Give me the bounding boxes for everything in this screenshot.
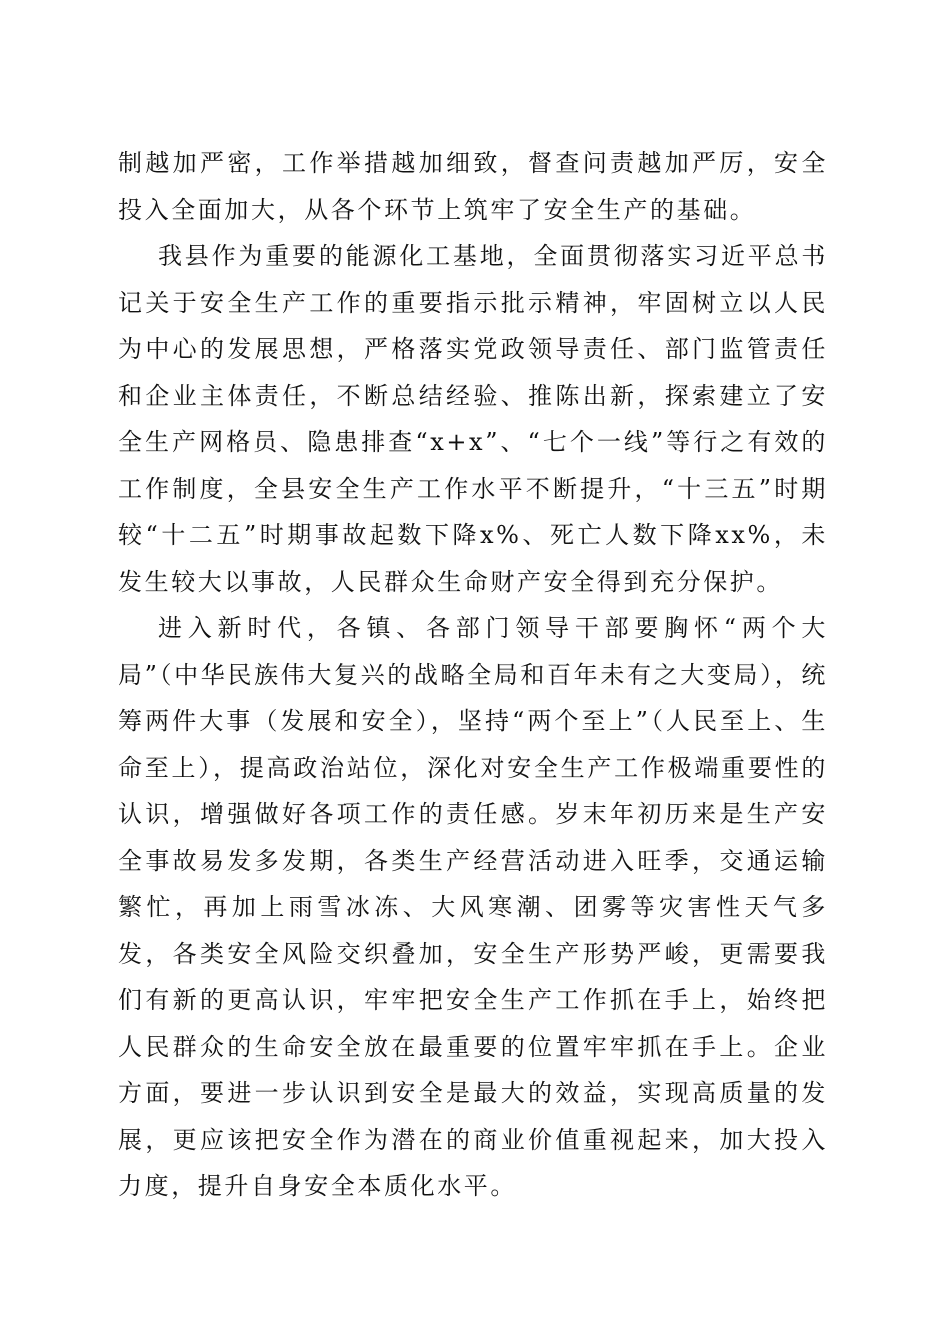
paragraph-county-achievements: 我县作为重要的能源化工基地，全面贯彻落实习近平总书记关于安全生产工作的重要指示批示精神，牢固树立以人民为中心的发展思想，严格落实党政领导责任、部门监管责任和企业主体责任，不断总结经验、推陈出新，探索建立了安全生产网格员、隐患排查“x+x”、“七个一线”等行之有效的工作制度，全县安全生产工作水平不断提升，“十三五”时期较“十二五”时期事故起数下降x%、死亡人数下降xx%，未发生较大以事故，人民群众生命财产安全得到充分保护。 <box>118 242 828 596</box>
paragraph-continued: 制越加严密，工作举措越加细致，督查问责越加严厉，安全投入全面加大，从各个环节上筑牢了安全生产的基础。 <box>118 149 828 224</box>
document-body <box>118 140 828 1210</box>
paragraph-new-era: 进入新时代，各镇、各部门领导干部要胸怀“两个大局”（中华民族伟大复兴的战略全局和百年未有之大变局），统筹两件大事（发展和安全），坚持“两个至上”（人民至上、生命至上），提高政治站位，深化对安全生产工作极端重要性的认识，增强做好各项工作的责任感。岁末年初历来是生产安全事故易发多发期，各类生产经营活动进入旺季，交通运输繁忙，再加上雨雪冰冻、大风寒潮、团雾等灾害性天气多发，各类安全风险交织叠加，安全生产形势严峻，更需要我们有新的更高认识，牢牢把安全生产工作抓在手上，始终把人民群众的生命安全放在最重要的位置牢牢抓在手上。企业方面，要进一步认识到安全是最大的效益，实现高质量的发展，更应该把安全作为潜在的商业价值重视起来，加大投入力度，提升自身安全本质化水平。 <box>118 614 828 1200</box>
